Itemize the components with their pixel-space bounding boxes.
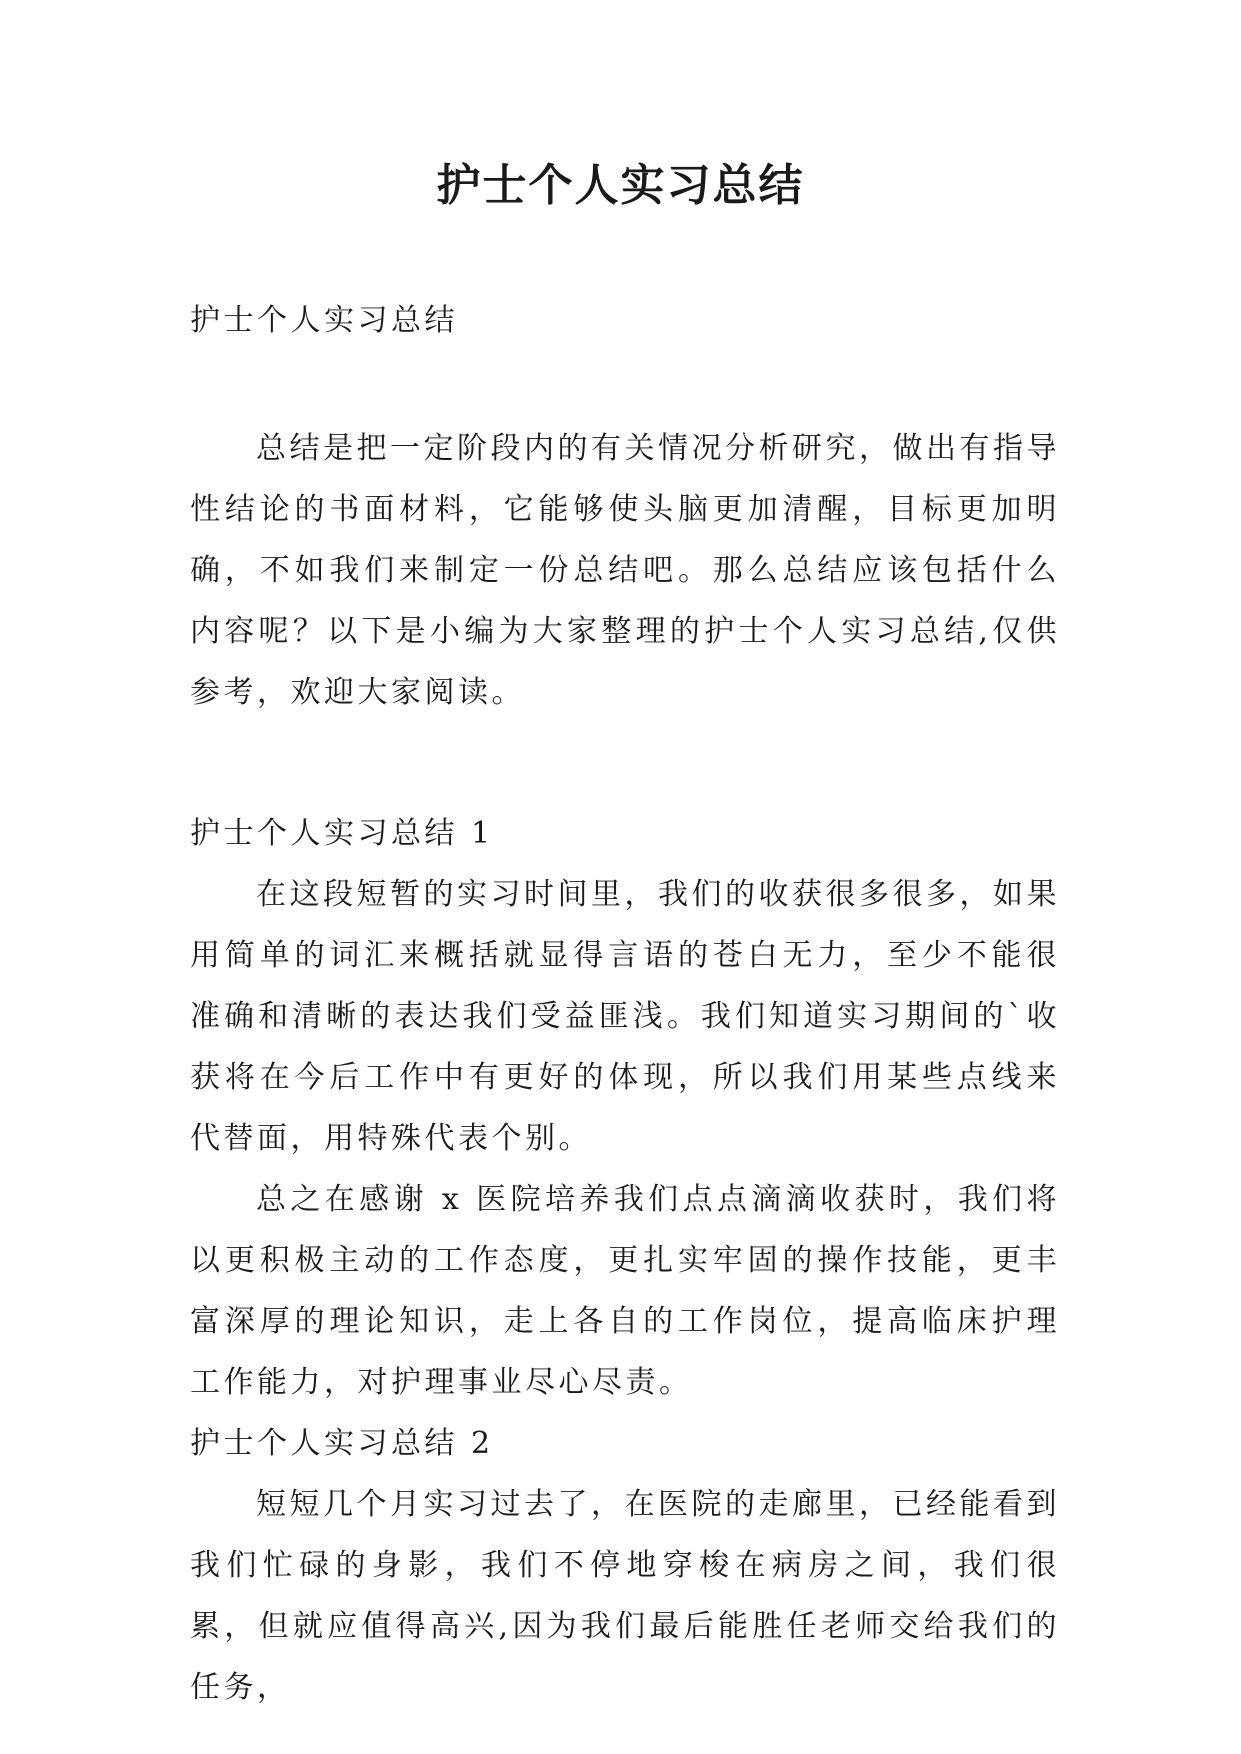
section-1-paragraph-2: 总之在感谢 x 医院培养我们点点滴滴收获时，我们将以更积极主动的工作态度，更扎实牢固的操作技能，更丰富深厚的理论知识，走上各自的工作岗位，提高临床护理工作能力，对护理事业尽心尽责。 bbox=[190, 1182, 1060, 1400]
document-title: 护士个人实习总结 bbox=[436, 160, 805, 211]
section-1-heading: 护士个人实习总结 1 bbox=[190, 816, 494, 851]
document-body bbox=[190, 290, 1060, 1718]
section-2-paragraph-1: 短短几个月实习过去了，在医院的走廊里，已经能看到我们忙碌的身影，我们不停地穿梭在病房之间，我们很累，但就应值得高兴,因为我们最后能胜任老师交给我们的任务， bbox=[190, 1487, 1060, 1705]
intro-paragraph: 总结是把一定阶段内的有关情况分析研究，做出有指导性结论的书面材料，它能够使头脑更加清醒，目标更加明确，不如我们来制定一份总结吧。那么总结应该包括什么内容呢？以下是小编为大家整理的护士个人实习总结,仅供参考，欢迎大家阅读。 bbox=[190, 431, 1060, 710]
document-subtitle: 护士个人实习总结 bbox=[190, 303, 458, 338]
section-1-paragraph-1: 在这段短暂的实习时间里，我们的收获很多很多，如果用简单的词汇来概括就显得言语的苍白无力，至少不能很准确和清晰的表达我们受益匪浅。我们知道实习期间的`收获将在今后工作中有更好的体现，所以我们用某些点线来代替面，用特殊代表个别。 bbox=[190, 877, 1060, 1156]
section-2-heading: 护士个人实习总结 2 bbox=[190, 1426, 494, 1461]
